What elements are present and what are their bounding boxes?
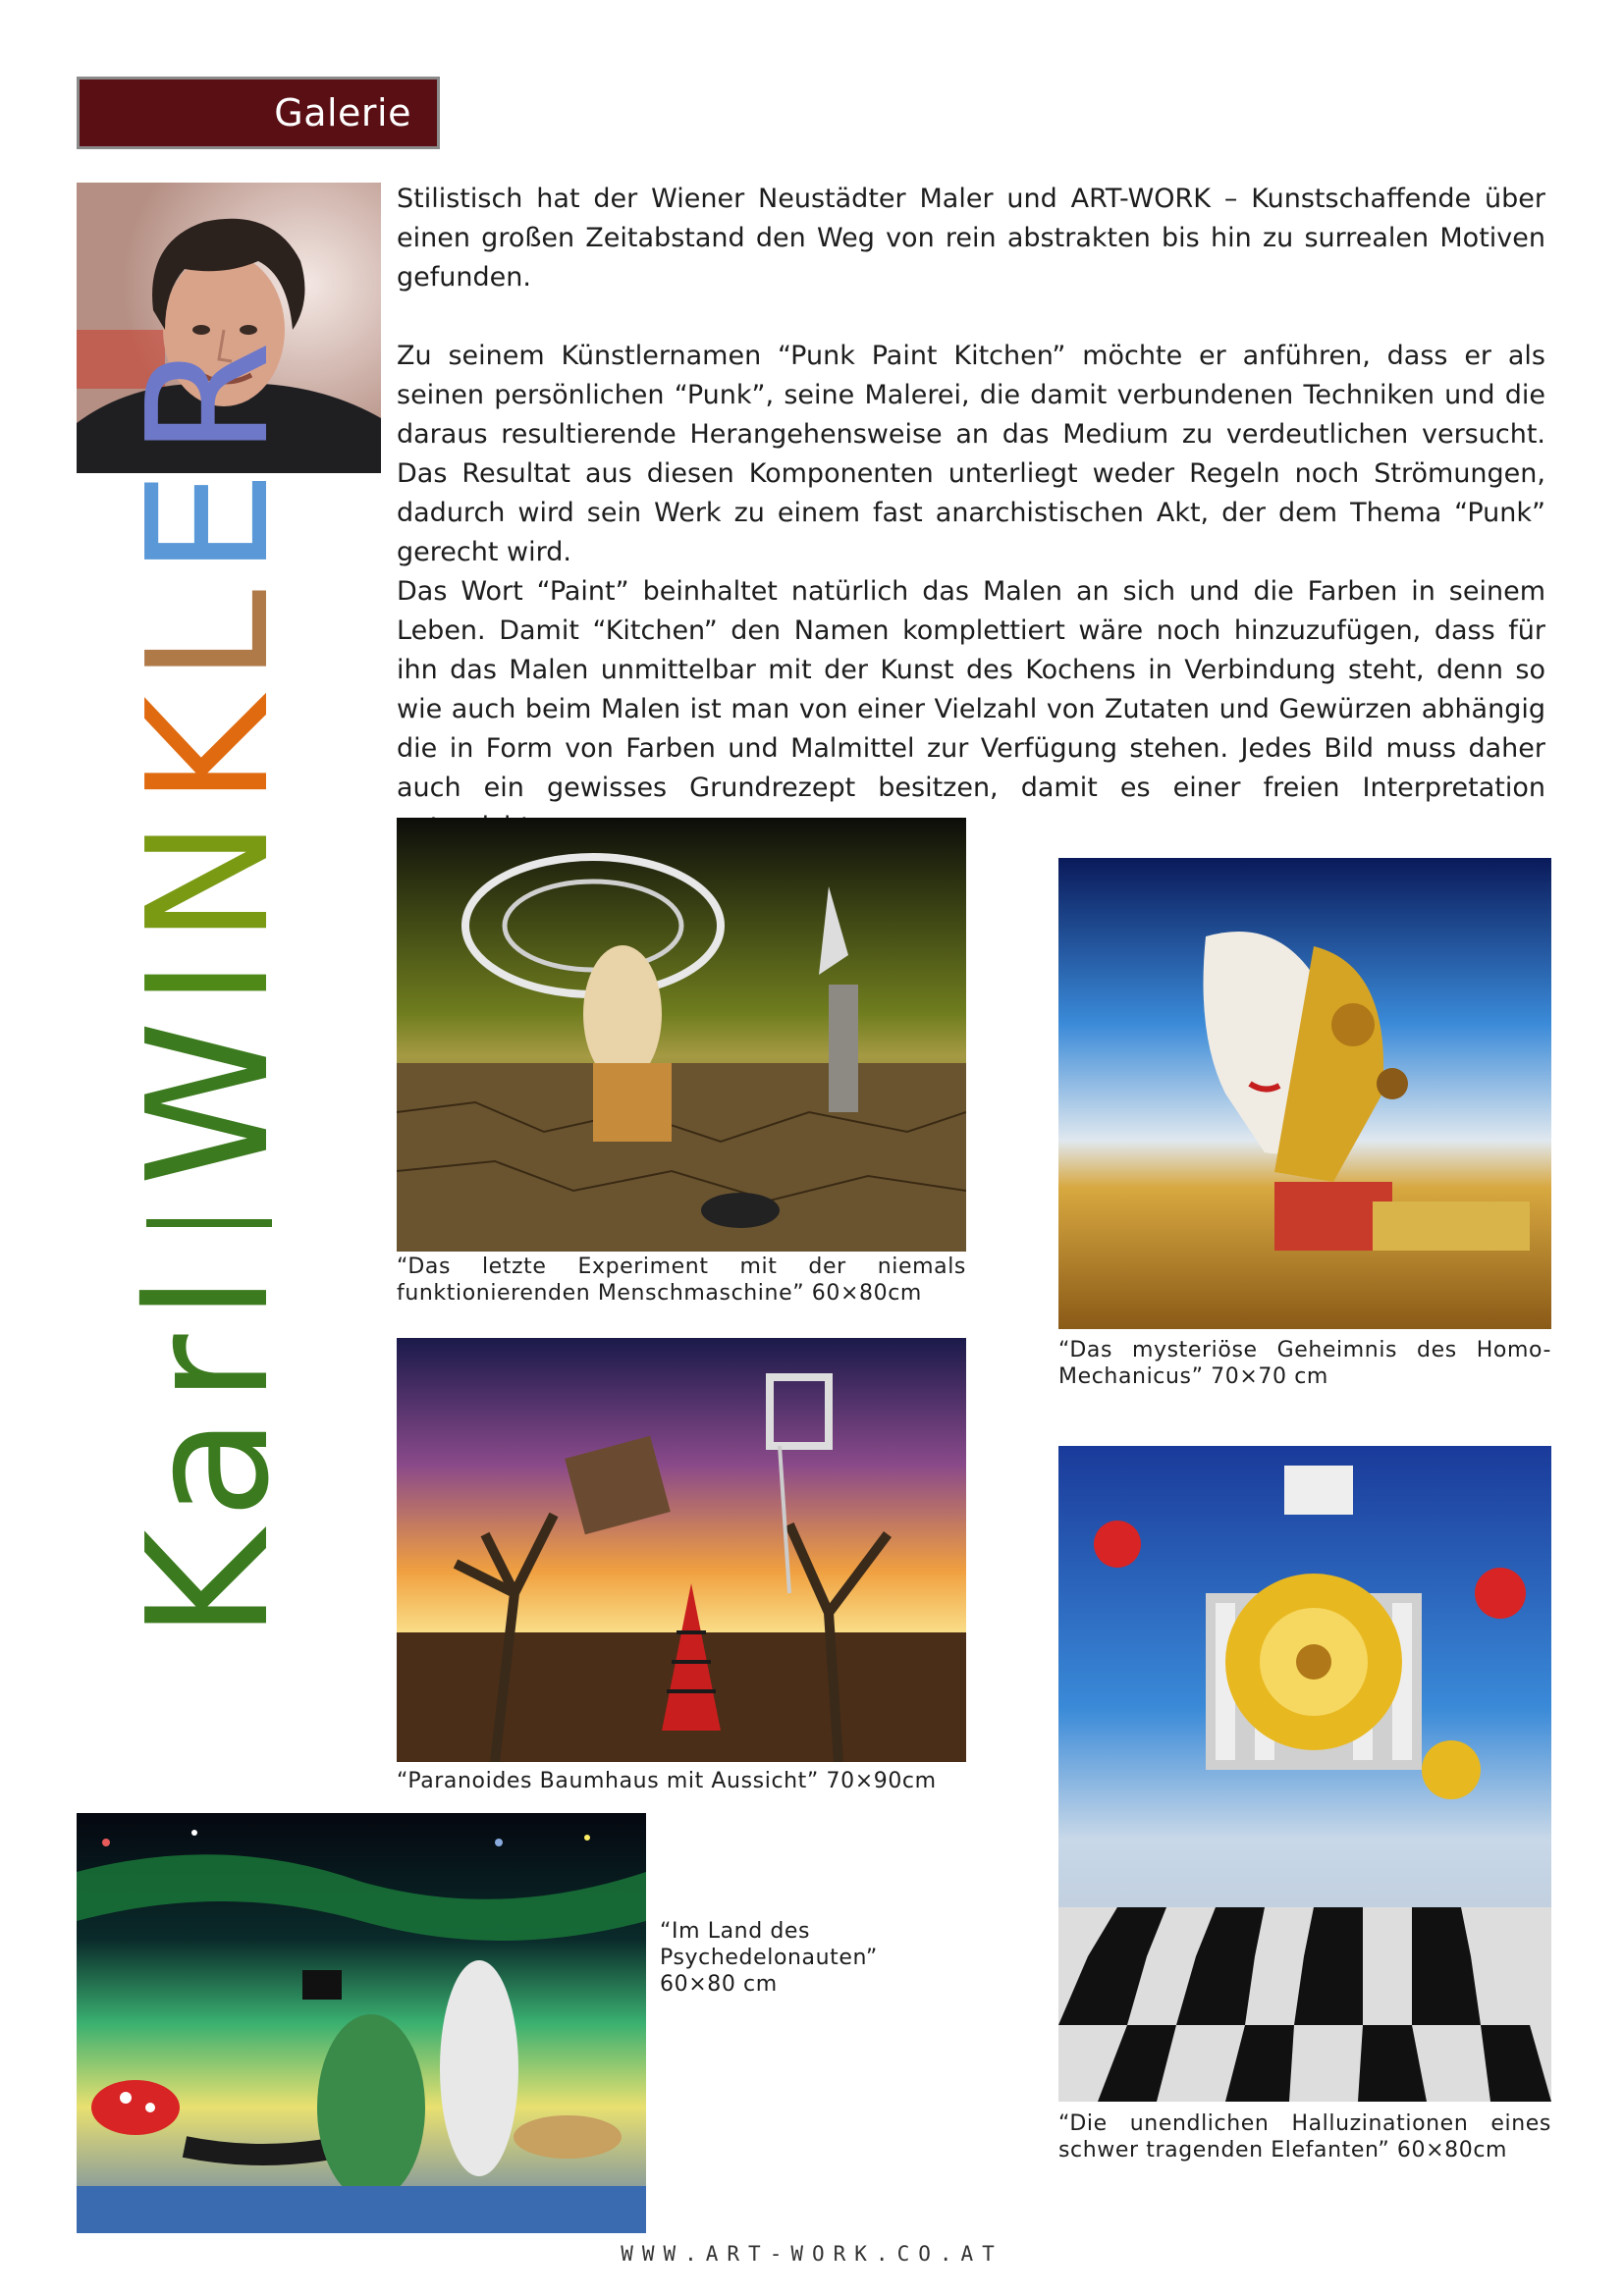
painting-elefanten-image bbox=[1058, 1446, 1551, 2102]
artist-biography bbox=[397, 180, 1545, 847]
painting-elefanten bbox=[1058, 1446, 1551, 2102]
painting-homo-mechanicus bbox=[1058, 858, 1551, 1329]
footer-website: WWW.ART-WORK.CO.AT bbox=[621, 2242, 1003, 2266]
painting-baumhaus-image bbox=[397, 1338, 966, 1762]
artist-last-name-letter: R bbox=[112, 327, 306, 457]
painting-psychedelonauten-image bbox=[77, 1813, 646, 2233]
caption-psychedelonauten: “Im Land des Psychedelonauten” 60×80 cm bbox=[660, 1919, 878, 1997]
painting-homo-mechanicus-image bbox=[1058, 858, 1551, 1329]
painting-psychedelonauten bbox=[77, 1813, 646, 2233]
painting-baumhaus bbox=[397, 1338, 966, 1762]
painting-menschmaschine bbox=[397, 818, 966, 1252]
artist-last-name bbox=[112, 327, 306, 1186]
painting-menschmaschine-image bbox=[397, 818, 966, 1252]
section-label: Galerie bbox=[274, 91, 411, 134]
artist-name-vertical bbox=[112, 327, 306, 1639]
artist-last-name-letter: N bbox=[112, 805, 306, 944]
artist-last-name-letter: W bbox=[112, 1007, 306, 1187]
bio-paragraph-1: Stilistisch hat der Wiener Neustädter Maler und ART-WORK – Kunstschaffende über einen großen Zeitabstand den Weg von rein abstrakten bis hin zu surrealen Motiven gefunden. bbox=[397, 184, 1545, 293]
artist-last-name-letter: L bbox=[112, 575, 306, 683]
artist-last-name-letter: K bbox=[112, 682, 306, 806]
artist-last-name-letter: E bbox=[112, 456, 306, 576]
bio-paragraph-3: Das Wort “Paint” beinhaltet natürlich das Malen an sich und die Farben in seinem Leben. Damit “Kitchen” den Namen komplettiert wäre noch hinzuzufügen, dass für ihn das Malen unmittelbar mit der Kunst des Kochens in Verbindung steht, denn so wie auch beim Malen ist man von einer Vielzahl von Zutaten und Gewürzen abhängig die in Form von Farben und Malmittel zur Verfügung stehen. Jedes Bild muss daher auch ein gewisses Grundrezept besitzen, damit es einer freien Interpretation bbox=[397, 576, 1545, 803]
caption-baumhaus: “Paranoides Baumhaus mit Aussicht” 70×90cm bbox=[397, 1769, 937, 1793]
artist-first-name: Karl bbox=[112, 1260, 306, 1639]
caption-menschmaschine: “Das letzte Experiment mit der niemals funktionierenden Menschmaschine” 60×80cm bbox=[397, 1255, 966, 1306]
name-separator bbox=[146, 1219, 272, 1227]
section-tab bbox=[77, 77, 440, 149]
caption-homo-mechanicus: “Das mysteriöse Geheimnis des Homo-Mechanicus” 70×70 cm bbox=[1058, 1338, 1551, 1389]
bio-paragraph-2: Zu seinem Künstlernamen “Punk Paint Kitchen” möchte er anführen, dass er als seinen persönlichen “Punk”, seine Malerei, die damit verbundenen Techniken und die daraus resultierende Herangehensweise an das Medium zu verdeutlichen versucht. Das Resultat aus diesen Komponenten unterliegt weder Regeln noch Strömungen, dadurch wird sein Werk zu einem fast anarchistischen Akt, der dem Thema “Punk” gerecht wird. bbox=[397, 341, 1545, 567]
artist-last-name-letter: I bbox=[112, 943, 306, 1008]
caption-elefanten: “Die unendlichen Halluzinationen eines schwer tragenden Elefanten” 60×80cm bbox=[1058, 2111, 1551, 2163]
